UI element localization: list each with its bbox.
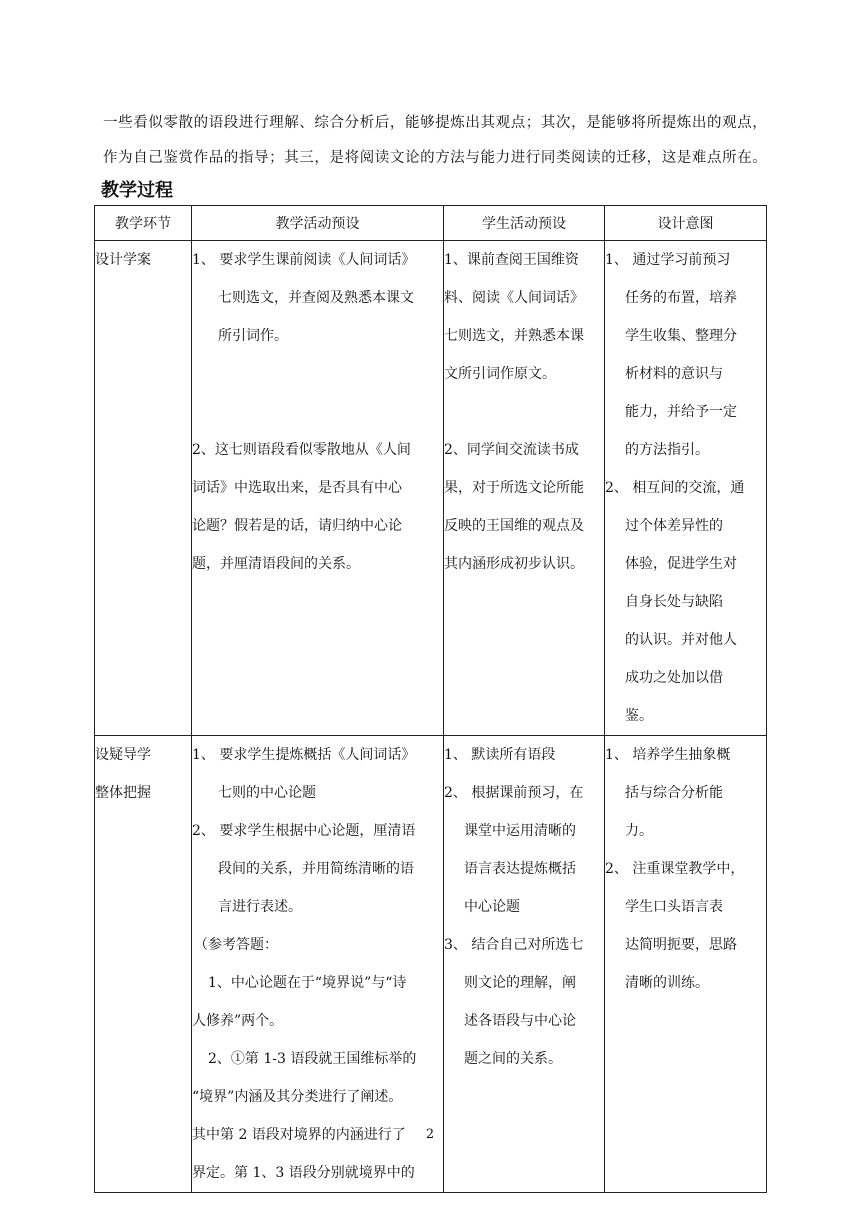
intent-line: 1、 通过学习前预习 bbox=[605, 252, 731, 268]
intent-line: 成功之处加以借 bbox=[625, 670, 723, 686]
table-header-row bbox=[95, 206, 767, 241]
student-line: 3、 结合自己对所选七 bbox=[444, 937, 584, 953]
intent-line: 1、 培养学生抽象概 bbox=[605, 747, 731, 763]
student-activities-cell bbox=[444, 736, 605, 1193]
student-line: 1、课前查阅王国维资 bbox=[444, 252, 579, 268]
activity-line: 其中第 2 语段对境界的内涵进行了 bbox=[192, 1127, 406, 1143]
activity-line: 2、①第 1-3 语段就王国维标举的 bbox=[208, 1051, 417, 1067]
stage-cell bbox=[95, 241, 192, 736]
intent-line: 力。 bbox=[625, 823, 653, 839]
student-line: 反映的王国维的观点及 bbox=[444, 518, 584, 534]
intent-line: 析材料的意识与 bbox=[625, 366, 723, 382]
student-line: 语言表达提炼概括 bbox=[464, 861, 576, 877]
spacer bbox=[192, 355, 443, 431]
intent-line: 清晰的训练。 bbox=[625, 975, 709, 991]
student-line: 2、同学间交流读书成 bbox=[444, 442, 579, 458]
student-line: 果，对于所选文论所能 bbox=[444, 480, 584, 496]
page-number: 2 bbox=[425, 1127, 435, 1142]
stage-label: 整体把握 bbox=[95, 785, 151, 801]
header-stage: 教学环节 bbox=[95, 206, 192, 241]
teacher-activities-cell bbox=[192, 736, 444, 1193]
student-line: 述各语段与中心论 bbox=[464, 1013, 576, 1029]
activity-line: 七则的中心论题 bbox=[218, 785, 316, 801]
student-line: 则文论的理解，阐 bbox=[464, 975, 576, 991]
intent-line: 2、 相互间的交流，通 bbox=[605, 480, 745, 496]
activity-line: 1、中心论题在于“境界说”与“诗 bbox=[208, 975, 407, 991]
intent-line: 达简明扼要，思路 bbox=[625, 937, 737, 953]
student-activities-cell bbox=[444, 241, 605, 736]
student-line: 料、阅读《人间词话》 bbox=[444, 290, 584, 306]
activity-line: 1、 要求学生课前阅读《人间词话》 bbox=[192, 252, 416, 268]
student-line: 其内涵形成初步认识。 bbox=[444, 556, 584, 572]
student-line: 文所引词作原文。 bbox=[444, 366, 556, 382]
activity-line: “境界”内涵及其分类进行了阐述。 bbox=[192, 1089, 403, 1105]
intro-line: 作为自己鉴赏作品的指导；其三，是将阅读文论的方法与能力进行同类阅读的迁移，这是难点所在。 bbox=[103, 150, 768, 166]
stage-cell bbox=[95, 736, 192, 1193]
intent-line: 学生口头语言表 bbox=[625, 899, 723, 915]
activity-line: 段间的关系，并用简练清晰的语 bbox=[218, 861, 414, 877]
teaching-process-table bbox=[94, 205, 767, 1193]
activity-line: （参考答题： bbox=[194, 937, 278, 953]
student-line: 题之间的关系。 bbox=[464, 1051, 562, 1067]
section-heading: 教学过程 bbox=[101, 180, 173, 201]
header-student-activities: 学生活动预设 bbox=[444, 206, 605, 241]
activity-line: 2、这七则语段看似零散地从《人间 bbox=[192, 442, 411, 458]
activity-line: 人修养”两个。 bbox=[192, 1013, 284, 1029]
activity-line: 题，并厘清语段间的关系。 bbox=[192, 556, 360, 572]
intent-line: 的方法指引。 bbox=[625, 442, 709, 458]
table-row bbox=[95, 736, 767, 1193]
stage-label: 设计学案 bbox=[95, 252, 151, 268]
intent-line: 2、 注重课堂教学中， bbox=[605, 861, 745, 877]
intent-line: 鉴。 bbox=[625, 708, 653, 724]
header-teacher-activities: 教学活动预设 bbox=[192, 206, 444, 241]
spacer bbox=[444, 393, 604, 431]
intent-line: 的认识。并对他人 bbox=[625, 632, 737, 648]
intent-line: 任务的布置，培养 bbox=[625, 290, 737, 306]
activity-line: 1、 要求学生提炼概括《人间词话》 bbox=[192, 747, 416, 763]
intro-line: 一些看似零散的语段进行理解、综合分析后，能够提炼出其观点；其次，是能够将所提炼出的观点， bbox=[103, 115, 768, 131]
activity-line: 论题？假若是的话，请归纳中心论 bbox=[192, 518, 402, 534]
intent-line: 体验，促进学生对 bbox=[625, 556, 737, 572]
intent-line: 括与综合分析能 bbox=[625, 785, 723, 801]
student-line: 中心论题 bbox=[464, 899, 520, 915]
intent-line: 过个体差异性的 bbox=[625, 518, 723, 534]
activity-line: 所引词作。 bbox=[218, 328, 288, 344]
design-intent-cell bbox=[605, 241, 767, 736]
intent-line: 自身长处与缺陷 bbox=[625, 594, 723, 610]
table-row bbox=[95, 241, 767, 736]
header-design-intent: 设计意图 bbox=[605, 206, 767, 241]
design-intent-cell bbox=[605, 736, 767, 1193]
student-line: 课堂中运用清晰的 bbox=[464, 823, 576, 839]
activity-line: 七则选文，并查阅及熟悉本课文 bbox=[218, 290, 414, 306]
student-line: 1、 默读所有语段 bbox=[444, 747, 556, 763]
activity-line: 界定。第 1、3 语段分别就境界中的 bbox=[192, 1165, 415, 1181]
student-line: 2、 根据课前预习，在 bbox=[444, 785, 584, 801]
activity-line: 词话》中选取出来，是否具有中心 bbox=[192, 480, 402, 496]
student-line: 七则选文，并熟悉本课 bbox=[444, 328, 584, 344]
intro-paragraph bbox=[103, 106, 768, 176]
activity-line: 2、 要求学生根据中心论题，厘清语 bbox=[192, 823, 416, 839]
intent-line: 学生收集、整理分 bbox=[625, 328, 737, 344]
teacher-activities-cell bbox=[192, 241, 444, 736]
intent-line: 能力，并给予一定 bbox=[625, 404, 737, 420]
stage-label: 设疑导学 bbox=[95, 747, 151, 763]
activity-line: 言进行表述。 bbox=[218, 899, 302, 915]
